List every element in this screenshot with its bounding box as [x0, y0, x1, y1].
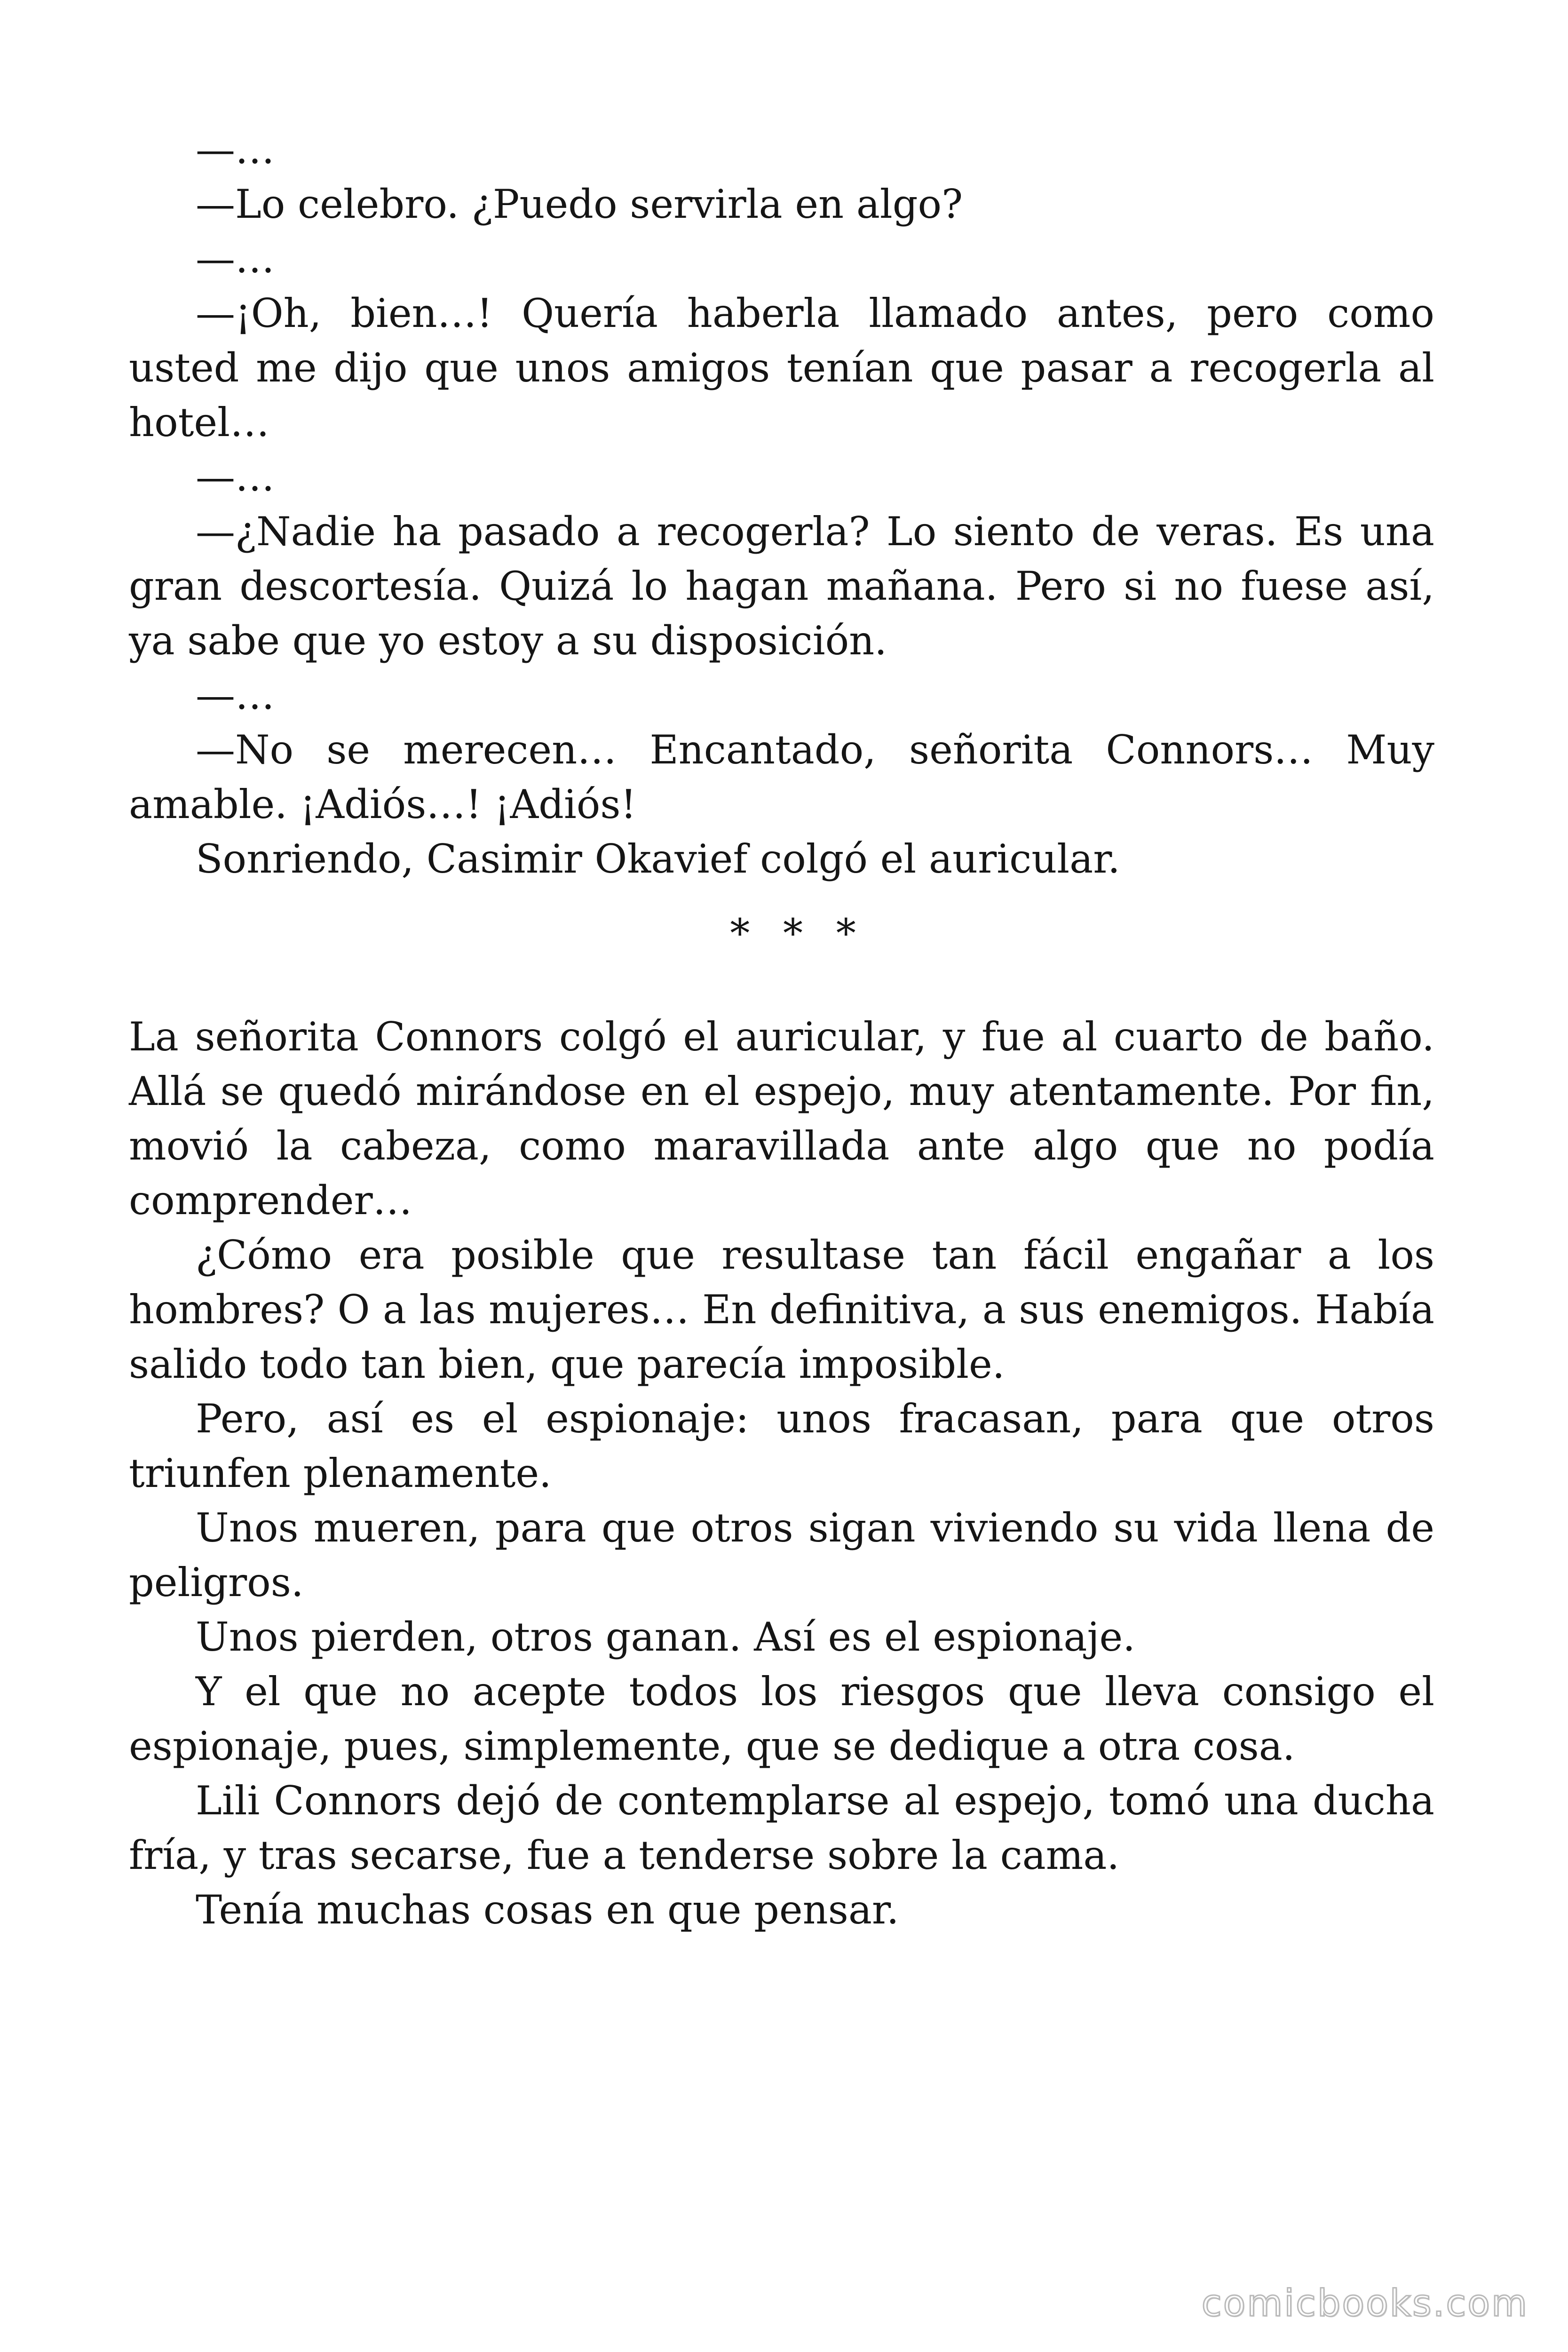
paragraph: —¡Oh, bien…! Quería haberla llamado antes, pero como usted me dijo que unos amigos tenían que pasar a recogerla al hotel… — [129, 290, 1434, 445]
paragraph: —… — [196, 127, 275, 173]
dialogue-section — [129, 122, 1434, 886]
paragraph: Tenía muchas cosas en que pensar. — [196, 1887, 899, 1933]
paragraph: Sonriendo, Casimir Okavief colgó el auricular. — [196, 836, 1120, 882]
paragraph: Unos pierden, otros ganan. Así es el espionaje. — [196, 1614, 1135, 1660]
paragraph: —… — [196, 672, 275, 718]
paragraph: —… — [196, 236, 275, 282]
paragraph: Unos mueren, para que otros sigan viviendo su vida llena de peligros. — [129, 1505, 1434, 1605]
paragraph: Pero, así es el espionaje: unos fracasan, para que otros triunfen plenamente. — [129, 1396, 1434, 1496]
paragraph: ¿Cómo era posible que resultase tan fácil engañar a los hombres? O a las mujeres… En definitiva, a sus enemigos. Había salido todo tan bien, que parecía imposible. — [129, 1232, 1434, 1387]
paragraph: —No se merecen… Encantado, señorita Connors… Muy amable. ¡Adiós…! ¡Adiós! — [129, 727, 1434, 827]
narrative-section — [129, 1009, 1434, 1937]
scene-separator — [0, 906, 1568, 961]
paragraph: —¿Nadie ha pasado a recogerla? Lo siento de veras. Es una gran descortesía. Quizá lo hagan mañana. Pero si no fuese así, ya sabe que yo estoy a su disposición. — [129, 509, 1434, 664]
paragraph: —Lo celebro. ¿Puedo servirla en algo? — [196, 181, 963, 227]
paragraph: —… — [196, 454, 275, 500]
paragraph: Y el que no acepte todos los riesgos que lleva consigo el espionaje, pues, simplemente, que se dedique a otra cosa. — [129, 1669, 1434, 1769]
separator-asterisks: * * * — [730, 910, 866, 956]
watermark: comicbooks.com — [1201, 2282, 1528, 2325]
paragraph: La señorita Connors colgó el auricular, y fue al cuarto de baño. Allá se quedó mirándose en el espejo, muy atentamente. Por fin, movió la cabeza, como maravillada ante algo que no podía comprender… — [129, 1014, 1434, 1224]
paragraph: Lili Connors dejó de contemplarse al espejo, tomó una ducha fría, y tras secarse, fue a tenderse sobre la cama. — [129, 1778, 1434, 1878]
